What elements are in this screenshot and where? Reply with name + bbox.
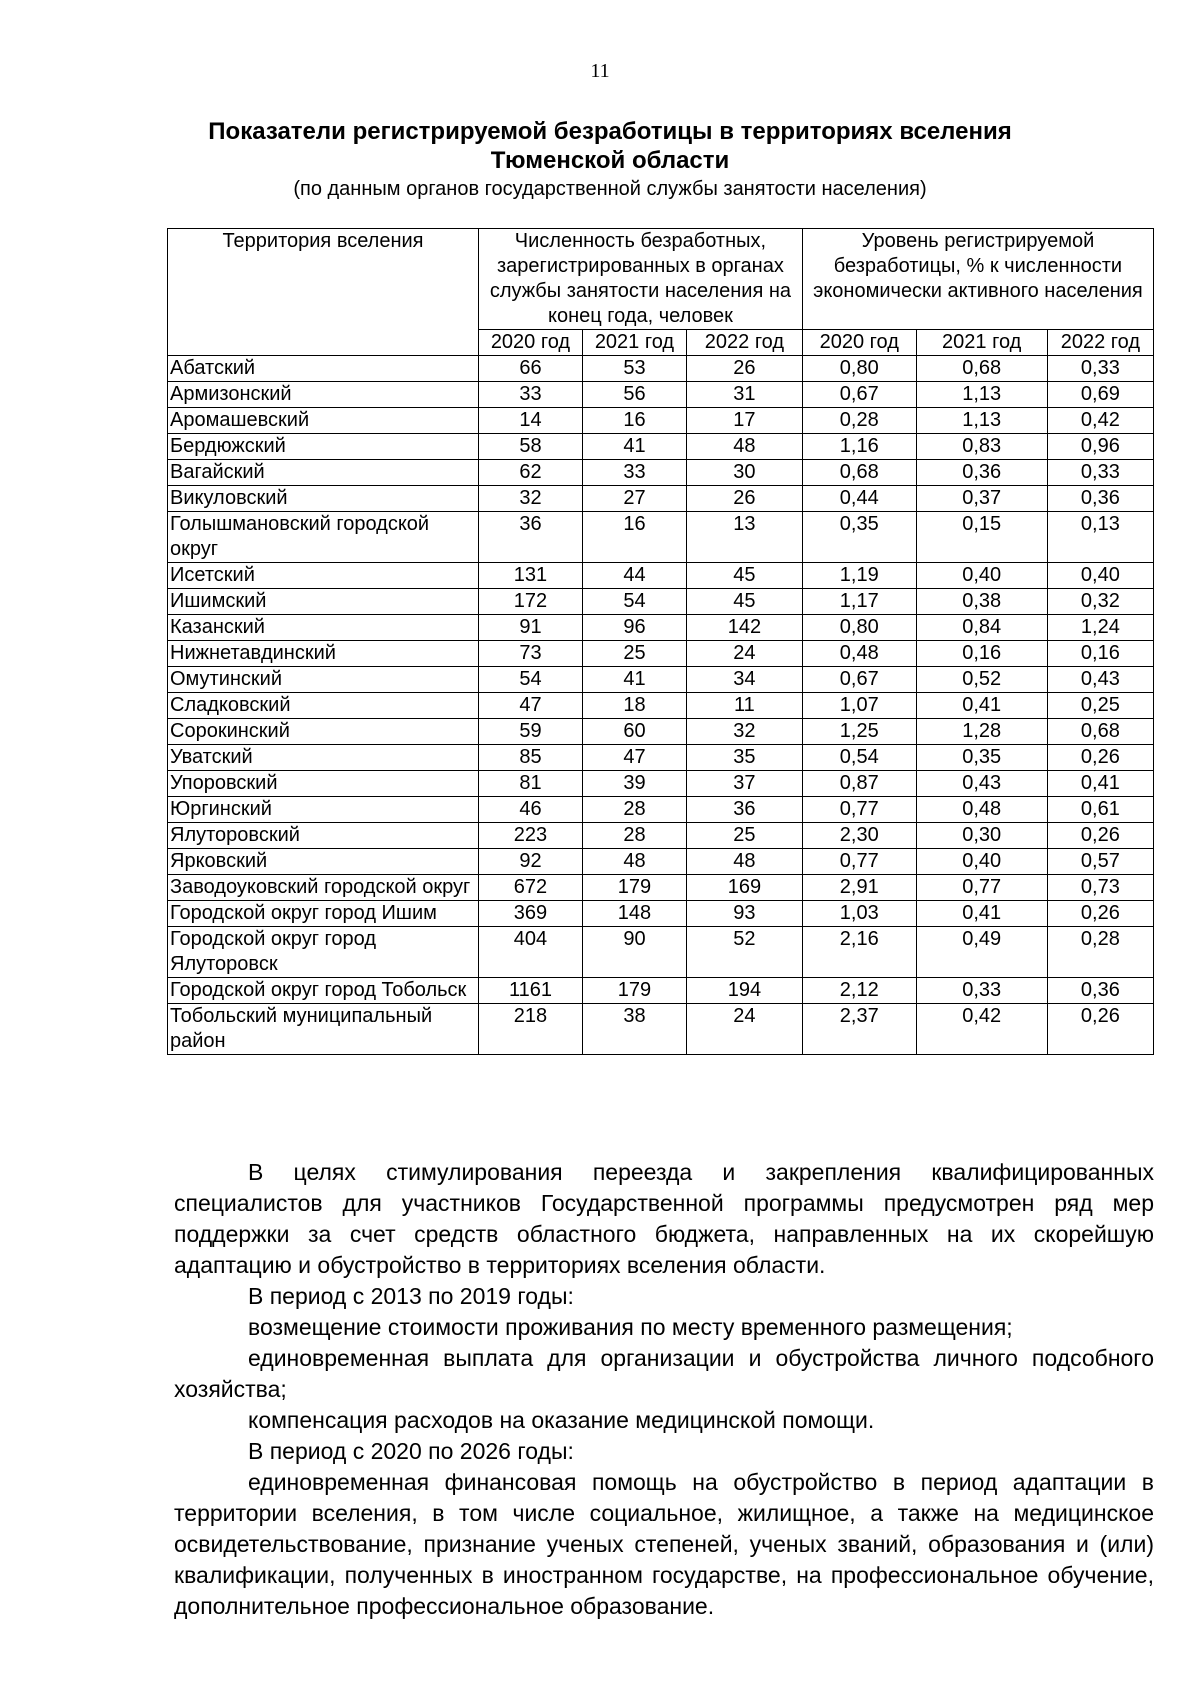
unemployment-level-cell: 0,40 bbox=[916, 563, 1047, 589]
unemployed-count-cell: 35 bbox=[686, 745, 802, 771]
table-row bbox=[168, 693, 1154, 719]
unemployed-count-cell: 179 bbox=[582, 875, 686, 901]
unemployed-count-cell: 90 bbox=[582, 927, 686, 978]
table-row bbox=[168, 978, 1154, 1004]
unemployed-count-cell: 672 bbox=[478, 875, 582, 901]
table-row bbox=[168, 512, 1154, 563]
territory-name: Армизонский bbox=[168, 382, 479, 408]
unemployment-level-cell: 0,68 bbox=[802, 460, 916, 486]
territory-name: Вагайский bbox=[168, 460, 479, 486]
unemployment-level-cell: 0,40 bbox=[1047, 563, 1153, 589]
page-number: 11 bbox=[590, 60, 610, 82]
territory-name: Заводоуковский городской округ bbox=[168, 875, 479, 901]
unemployment-level-cell: 0,69 bbox=[1047, 382, 1153, 408]
territory-name: Упоровский bbox=[168, 771, 479, 797]
territory-name: Бердюжский bbox=[168, 434, 479, 460]
unemployment-level-cell: 0,35 bbox=[802, 512, 916, 563]
unemployment-level-cell: 2,16 bbox=[802, 927, 916, 978]
body-paragraph: компенсация расходов на оказание медицинской помощи. bbox=[248, 1407, 875, 1433]
unemployed-count-cell: 44 bbox=[582, 563, 686, 589]
unemployed-count-cell: 92 bbox=[478, 849, 582, 875]
unemployment-level-cell: 0,80 bbox=[802, 615, 916, 641]
unemployment-level-cell: 0,77 bbox=[802, 797, 916, 823]
unemployment-level-cell: 0,25 bbox=[1047, 693, 1153, 719]
territory-name: Уватский bbox=[168, 745, 479, 771]
unemployed-count-cell: 39 bbox=[582, 771, 686, 797]
unemployed-count-cell: 33 bbox=[582, 460, 686, 486]
unemployed-count-cell: 41 bbox=[582, 667, 686, 693]
unemployed-count-cell: 1161 bbox=[478, 978, 582, 1004]
unemployed-count-cell: 28 bbox=[582, 823, 686, 849]
table-row bbox=[168, 382, 1154, 408]
table-row bbox=[168, 589, 1154, 615]
unemployment-level-cell: 0,36 bbox=[1047, 486, 1153, 512]
table-row bbox=[168, 563, 1154, 589]
unemployed-count-cell: 26 bbox=[686, 486, 802, 512]
unemployment-level-cell: 0,44 bbox=[802, 486, 916, 512]
unemployed-count-cell: 81 bbox=[478, 771, 582, 797]
body-paragraph: В целях стимулирования переезда и закрепления квалифицированных специалистов для участников Государственной программы предусмотрен ряд мер поддержки за счет средств областного бюджета, направленных на их скорейшую адаптацию и обустройство в территориях вселения области. bbox=[174, 1159, 1154, 1278]
unemployment-level-cell: 0,87 bbox=[802, 771, 916, 797]
unemployment-level-cell: 0,26 bbox=[1047, 745, 1153, 771]
unemployed-count-cell: 27 bbox=[582, 486, 686, 512]
unemployed-count-cell: 56 bbox=[582, 382, 686, 408]
unemployed-count-cell: 38 bbox=[582, 1004, 686, 1055]
unemployment-level-cell: 0,54 bbox=[802, 745, 916, 771]
header-unemployed-count: Численность безработных, зарегистрированных в органах службы занятости населения на конец года, человек bbox=[478, 229, 802, 330]
page-title bbox=[160, 117, 1060, 175]
unemployed-count-cell: 91 bbox=[478, 615, 582, 641]
unemployed-count-cell: 48 bbox=[686, 849, 802, 875]
unemployment-level-cell: 0,68 bbox=[1047, 719, 1153, 745]
unemployment-level-cell: 0,52 bbox=[916, 667, 1047, 693]
unemployed-count-cell: 54 bbox=[582, 589, 686, 615]
unemployed-count-cell: 54 bbox=[478, 667, 582, 693]
unemployment-level-cell: 0,28 bbox=[1047, 927, 1153, 978]
table-row bbox=[168, 875, 1154, 901]
unemployment-level-cell: 0,16 bbox=[1047, 641, 1153, 667]
unemployed-count-cell: 24 bbox=[686, 1004, 802, 1055]
territory-name: Сладковский bbox=[168, 693, 479, 719]
territory-name: Викуловский bbox=[168, 486, 479, 512]
unemployment-level-cell: 0,67 bbox=[802, 382, 916, 408]
header-year: 2022 год bbox=[1047, 330, 1153, 356]
unemployed-count-cell: 93 bbox=[686, 901, 802, 927]
table-row bbox=[168, 641, 1154, 667]
header-row bbox=[168, 229, 1154, 330]
unemployed-count-cell: 11 bbox=[686, 693, 802, 719]
unemployed-count-cell: 48 bbox=[686, 434, 802, 460]
table-row bbox=[168, 408, 1154, 434]
unemployment-level-cell: 0,96 bbox=[1047, 434, 1153, 460]
unemployment-level-cell: 0,77 bbox=[916, 875, 1047, 901]
unemployed-count-cell: 369 bbox=[478, 901, 582, 927]
unemployed-count-cell: 66 bbox=[478, 356, 582, 382]
unemployment-level-cell: 0,26 bbox=[1047, 1004, 1153, 1055]
unemployment-level-cell: 0,67 bbox=[802, 667, 916, 693]
body-text bbox=[174, 1157, 1154, 1622]
unemployed-count-cell: 26 bbox=[686, 356, 802, 382]
territory-name: Городской округ город Тобольск bbox=[168, 978, 479, 1004]
unemployed-count-cell: 17 bbox=[686, 408, 802, 434]
territory-name: Голышмановский городской округ bbox=[168, 512, 479, 563]
unemployment-level-cell: 0,37 bbox=[916, 486, 1047, 512]
unemployed-count-cell: 32 bbox=[478, 486, 582, 512]
territory-name: Абатский bbox=[168, 356, 479, 382]
unemployment-level-cell: 0,68 bbox=[916, 356, 1047, 382]
unemployed-count-cell: 52 bbox=[686, 927, 802, 978]
table-row bbox=[168, 667, 1154, 693]
unemployed-count-cell: 60 bbox=[582, 719, 686, 745]
territory-name: Исетский bbox=[168, 563, 479, 589]
unemployed-count-cell: 96 bbox=[582, 615, 686, 641]
territory-name: Ярковский bbox=[168, 849, 479, 875]
unemployment-level-cell: 0,84 bbox=[916, 615, 1047, 641]
body-paragraph: В период с 2013 по 2019 годы: bbox=[248, 1283, 574, 1309]
unemployed-count-cell: 16 bbox=[582, 512, 686, 563]
unemployed-count-cell: 45 bbox=[686, 589, 802, 615]
unemployment-level-cell: 0,49 bbox=[916, 927, 1047, 978]
unemployed-count-cell: 16 bbox=[582, 408, 686, 434]
unemployment-level-cell: 0,57 bbox=[1047, 849, 1153, 875]
header-year: 2021 год bbox=[916, 330, 1047, 356]
unemployment-level-cell: 0,26 bbox=[1047, 823, 1153, 849]
unemployment-level-cell: 0,36 bbox=[1047, 978, 1153, 1004]
unemployed-count-cell: 33 bbox=[478, 382, 582, 408]
unemployment-level-cell: 1,13 bbox=[916, 408, 1047, 434]
unemployed-count-cell: 34 bbox=[686, 667, 802, 693]
table-row bbox=[168, 356, 1154, 382]
table-row bbox=[168, 849, 1154, 875]
territory-name: Омутинский bbox=[168, 667, 479, 693]
body-paragraph: В период с 2020 по 2026 годы: bbox=[248, 1438, 574, 1464]
unemployment-level-cell: 0,16 bbox=[916, 641, 1047, 667]
unemployed-count-cell: 58 bbox=[478, 434, 582, 460]
unemployed-count-cell: 148 bbox=[582, 901, 686, 927]
unemployed-count-cell: 36 bbox=[478, 512, 582, 563]
unemployment-level-cell: 0,80 bbox=[802, 356, 916, 382]
unemployment-level-cell: 0,48 bbox=[802, 641, 916, 667]
title-line-1: Показатели регистрируемой безработицы в территориях вселения bbox=[208, 118, 1012, 145]
territory-name: Городской округ город Ялуторовск bbox=[168, 927, 479, 978]
unemployment-level-cell: 1,17 bbox=[802, 589, 916, 615]
header-year: 2020 год bbox=[802, 330, 916, 356]
unemployed-count-cell: 36 bbox=[686, 797, 802, 823]
table-row bbox=[168, 460, 1154, 486]
unemployed-count-cell: 14 bbox=[478, 408, 582, 434]
title-line-2: Тюменской области bbox=[490, 147, 730, 174]
unemployed-count-cell: 47 bbox=[478, 693, 582, 719]
unemployment-level-cell: 0,83 bbox=[916, 434, 1047, 460]
unemployment-level-cell: 0,41 bbox=[916, 693, 1047, 719]
unemployed-count-cell: 45 bbox=[686, 563, 802, 589]
unemployment-level-cell: 2,30 bbox=[802, 823, 916, 849]
unemployed-count-cell: 48 bbox=[582, 849, 686, 875]
table-row bbox=[168, 797, 1154, 823]
unemployed-count-cell: 59 bbox=[478, 719, 582, 745]
unemployment-level-cell: 1,28 bbox=[916, 719, 1047, 745]
unemployment-level-cell: 0,33 bbox=[1047, 460, 1153, 486]
unemployment-level-cell: 0,13 bbox=[1047, 512, 1153, 563]
unemployment-level-cell: 0,35 bbox=[916, 745, 1047, 771]
unemployed-count-cell: 41 bbox=[582, 434, 686, 460]
unemployed-count-cell: 194 bbox=[686, 978, 802, 1004]
unemployment-level-cell: 2,91 bbox=[802, 875, 916, 901]
unemployment-level-cell: 0,15 bbox=[916, 512, 1047, 563]
unemployment-level-cell: 1,03 bbox=[802, 901, 916, 927]
unemployed-count-cell: 25 bbox=[686, 823, 802, 849]
territory-name: Казанский bbox=[168, 615, 479, 641]
unemployed-count-cell: 30 bbox=[686, 460, 802, 486]
unemployment-level-cell: 0,61 bbox=[1047, 797, 1153, 823]
unemployed-count-cell: 73 bbox=[478, 641, 582, 667]
territory-name: Городской округ город Ишим bbox=[168, 901, 479, 927]
header-year: 2021 год bbox=[582, 330, 686, 356]
unemployment-level-cell: 1,24 bbox=[1047, 615, 1153, 641]
unemployment-level-cell: 0,40 bbox=[916, 849, 1047, 875]
territory-name: Сорокинский bbox=[168, 719, 479, 745]
unemployment-level-cell: 0,43 bbox=[916, 771, 1047, 797]
unemployed-count-cell: 46 bbox=[478, 797, 582, 823]
table-body bbox=[168, 356, 1154, 1055]
unemployment-level-cell: 2,37 bbox=[802, 1004, 916, 1055]
unemployed-count-cell: 172 bbox=[478, 589, 582, 615]
unemployment-level-cell: 0,33 bbox=[916, 978, 1047, 1004]
table-row bbox=[168, 615, 1154, 641]
unemployed-count-cell: 18 bbox=[582, 693, 686, 719]
unemployment-level-cell: 1,13 bbox=[916, 382, 1047, 408]
unemployment-level-cell: 0,26 bbox=[1047, 901, 1153, 927]
territory-name: Аромашевский bbox=[168, 408, 479, 434]
header-year: 2022 год bbox=[686, 330, 802, 356]
unemployment-level-cell: 0,41 bbox=[916, 901, 1047, 927]
unemployed-count-cell: 169 bbox=[686, 875, 802, 901]
unemployed-count-cell: 404 bbox=[478, 927, 582, 978]
unemployment-level-cell: 0,77 bbox=[802, 849, 916, 875]
table-row bbox=[168, 719, 1154, 745]
unemployed-count-cell: 131 bbox=[478, 563, 582, 589]
table-row bbox=[168, 771, 1154, 797]
unemployed-count-cell: 62 bbox=[478, 460, 582, 486]
unemployed-count-cell: 32 bbox=[686, 719, 802, 745]
unemployed-count-cell: 142 bbox=[686, 615, 802, 641]
table-row bbox=[168, 434, 1154, 460]
unemployed-count-cell: 31 bbox=[686, 382, 802, 408]
table-row bbox=[168, 486, 1154, 512]
unemployment-level-cell: 0,42 bbox=[916, 1004, 1047, 1055]
unemployed-count-cell: 223 bbox=[478, 823, 582, 849]
unemployed-count-cell: 218 bbox=[478, 1004, 582, 1055]
header-territory: Территория вселения bbox=[168, 229, 479, 356]
territory-name: Тобольский муниципальный район bbox=[168, 1004, 479, 1055]
unemployment-table bbox=[167, 228, 1154, 1055]
unemployed-count-cell: 53 bbox=[582, 356, 686, 382]
table-row bbox=[168, 901, 1154, 927]
body-paragraph: единовременная выплата для организации и обустройства личного подсобного хозяйства; bbox=[174, 1345, 1154, 1402]
territory-name: Ишимский bbox=[168, 589, 479, 615]
unemployment-level-cell: 2,12 bbox=[802, 978, 916, 1004]
page-subtitle: (по данным органов государственной службы занятости населения) bbox=[293, 178, 927, 200]
body-paragraph: возмещение стоимости проживания по месту временного размещения; bbox=[248, 1314, 1013, 1340]
table-row bbox=[168, 1004, 1154, 1055]
unemployment-level-cell: 0,42 bbox=[1047, 408, 1153, 434]
unemployed-count-cell: 28 bbox=[582, 797, 686, 823]
unemployment-level-cell: 0,73 bbox=[1047, 875, 1153, 901]
unemployed-count-cell: 13 bbox=[686, 512, 802, 563]
unemployment-level-cell: 1,19 bbox=[802, 563, 916, 589]
territory-name: Юргинский bbox=[168, 797, 479, 823]
unemployment-level-cell: 0,36 bbox=[916, 460, 1047, 486]
unemployment-level-cell: 1,07 bbox=[802, 693, 916, 719]
unemployed-count-cell: 25 bbox=[582, 641, 686, 667]
unemployment-level-cell: 0,28 bbox=[802, 408, 916, 434]
unemployed-count-cell: 47 bbox=[582, 745, 686, 771]
unemployed-count-cell: 24 bbox=[686, 641, 802, 667]
header-unemployment-level: Уровень регистрируемой безработицы, % к численности экономически активного населения bbox=[802, 229, 1153, 330]
unemployment-level-cell: 0,38 bbox=[916, 589, 1047, 615]
unemployment-level-cell: 0,43 bbox=[1047, 667, 1153, 693]
table-row bbox=[168, 823, 1154, 849]
body-paragraph: единовременная финансовая помощь на обустройство в период адаптации в территории вселения, в том числе социальное, жилищное, а также на медицинское освидетельствование, признание ученых степеней, ученых званий, образования и (или) квалификации, полученных в иностранном государстве, на профессиональное обучение, дополнительное профессиональное образование. bbox=[174, 1469, 1154, 1619]
unemployment-level-cell: 0,41 bbox=[1047, 771, 1153, 797]
territory-name: Ялуторовский bbox=[168, 823, 479, 849]
unemployment-level-cell: 0,30 bbox=[916, 823, 1047, 849]
table-row bbox=[168, 927, 1154, 978]
territory-name: Нижнетавдинский bbox=[168, 641, 479, 667]
header-year: 2020 год bbox=[478, 330, 582, 356]
unemployed-count-cell: 179 bbox=[582, 978, 686, 1004]
unemployed-count-cell: 37 bbox=[686, 771, 802, 797]
unemployment-level-cell: 0,32 bbox=[1047, 589, 1153, 615]
unemployment-level-cell: 0,48 bbox=[916, 797, 1047, 823]
unemployment-level-cell: 0,33 bbox=[1047, 356, 1153, 382]
table-row bbox=[168, 745, 1154, 771]
unemployed-count-cell: 85 bbox=[478, 745, 582, 771]
unemployment-level-cell: 1,25 bbox=[802, 719, 916, 745]
unemployment-level-cell: 1,16 bbox=[802, 434, 916, 460]
